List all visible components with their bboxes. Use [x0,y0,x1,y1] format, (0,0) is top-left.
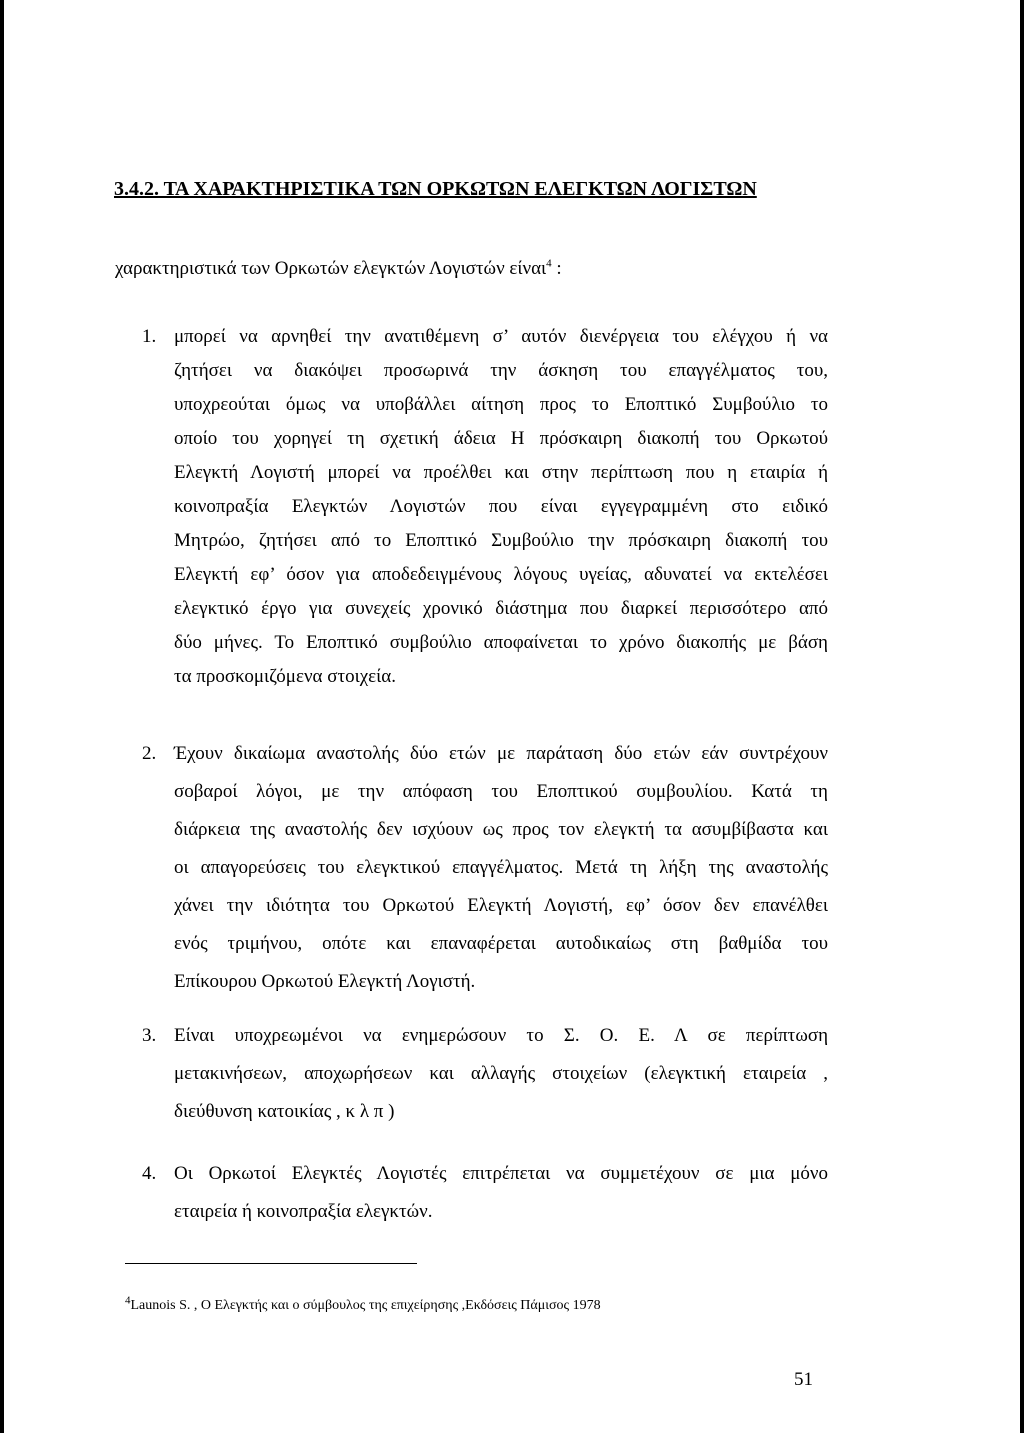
text-line: κοινοπραξία Ελεγκτών Λογιστών που είναι εγγεγραμμένη στο ειδικό [174,496,828,517]
text-line: οποίο του χορηγεί τη σχετική άδεια Η πρόσκαιρη διακοπή του Ορκωτού [174,428,828,449]
list-item-3 [142,1017,828,1131]
text-line: διάρκεια της αναστολής δεν ισχύουν ως προς τον ελεγκτή τα ασυμβίβαστα και [174,819,828,840]
text-line: δύο μήνες. Το Εποπτικό συμβούλιο αποφαίνεται το χρόνο διακοπής με βάση [174,632,828,653]
section-heading: 3.4.2. ΤΑ ΧΑΡΑΚΤΗΡΙΣΤΙΚΑ ΤΩΝ ΟΡΚΩΤΩΝ ΕΛΕΓΚΤΩΝ ΛΟΓΙΣΤΩΝ [114,178,757,200]
text-line: εταιρεία ή κοινοπραξία ελεγκτών. [174,1201,433,1222]
list-item-body [174,735,828,1001]
text-line: διεύθυνση κατοικίας , κ λ π ) [174,1101,395,1122]
list-item-number: 4. [142,1163,157,1184]
footnote-divider [125,1263,417,1264]
text-line: ζητήσει να διακόψει προσωρινά την άσκηση του επαγγέλματος του, [174,360,828,381]
text-line: ενός τριμήνου, οπότε και επαναφέρεται αυτοδικαίως στη βαθμίδα του [174,933,828,954]
intro-line [115,258,562,280]
text-line: μετακινήσεων, αποχωρήσεων και αλλαγής στοιχείων (ελεγκτική εταιρεία , [174,1063,828,1084]
text-line: ελεγκτικό έργο για συνεχείς χρονικό διάστημα που διαρκεί περισσότερο από [174,598,828,619]
text-line: Είναι υποχρεωμένοι να ενημερώσουν το Σ. Ο. Ε. Λ σε περίπτωση [174,1025,828,1046]
list-item-body [174,320,828,694]
list-item-number: 1. [142,326,157,347]
intro-suffix: : [551,258,562,279]
page-number: 51 [794,1369,813,1390]
text-line: σοβαροί λόγοι, με την απόφαση του Εποπτικού συμβουλίου. Κατά τη [174,781,828,802]
list-item-body [174,1017,828,1131]
text-line: χάνει την ιδιότητα του Ορκωτού Ελεγκτή Λογιστή, εφ’ όσον δεν επανέλθει [174,895,828,916]
text-line: Ελεγκτή Λογιστή μπορεί να προέλθει και στην περίπτωση που η εταιρία ή [174,462,828,483]
text-line: Ελεγκτή εφ’ όσον για αποδεδειγμένους λόγους υγείας, αδυνατεί να εκτελέσει [174,564,828,585]
footnote-text: Launois S. , Ο Ελεγκτής και ο σύμβουλος της επιχείρησης ,Εκδόσεις Πάμισος 1978 [130,1298,601,1313]
text-line: μπορεί να αρνηθεί την ανατιθέμενη σ’ αυτόν διενέργεια του ελέγχου ή να [174,326,828,347]
footnote-reference: 4 [546,257,552,270]
text-line: τα προσκομιζόμενα στοιχεία. [174,666,396,687]
list-item-2 [142,735,828,1001]
list-item-4 [142,1155,828,1231]
text-line: Μητρώο, ζητήσει από το Εποπτικό Συμβούλιο την πρόσκαιρη διακοπή του [174,530,828,551]
text-line: Οι Ορκωτοί Ελεγκτές Λογιστές επιτρέπεται να συμμετέχουν σε μια μόνο [174,1163,828,1184]
text-line: Έχουν δικαίωμα αναστολής δύο ετών με παράταση δύο ετών εάν συντρέχουν [174,743,828,764]
list-item-body [174,1155,828,1231]
intro-text: χαρακτηριστικά των Ορκωτών ελεγκτών Λογιστών είναι [115,258,547,279]
footnote [125,1294,601,1314]
list-item-number: 2. [142,743,157,764]
footnote-marker: 4 [125,1294,131,1307]
list-item-1 [142,320,828,694]
text-line: υποχρεούται όμως να υποβάλλει αίτηση προς το Εποπτικό Συμβούλιο το [174,394,828,415]
text-line: Επίκουρου Ορκωτού Ελεγκτή Λογιστή. [174,971,476,992]
text-line: οι απαγορεύσεις του ελεγκτικού επαγγέλματος. Μετά τη λήξη της αναστολής [174,857,828,878]
list-item-number: 3. [142,1025,157,1046]
